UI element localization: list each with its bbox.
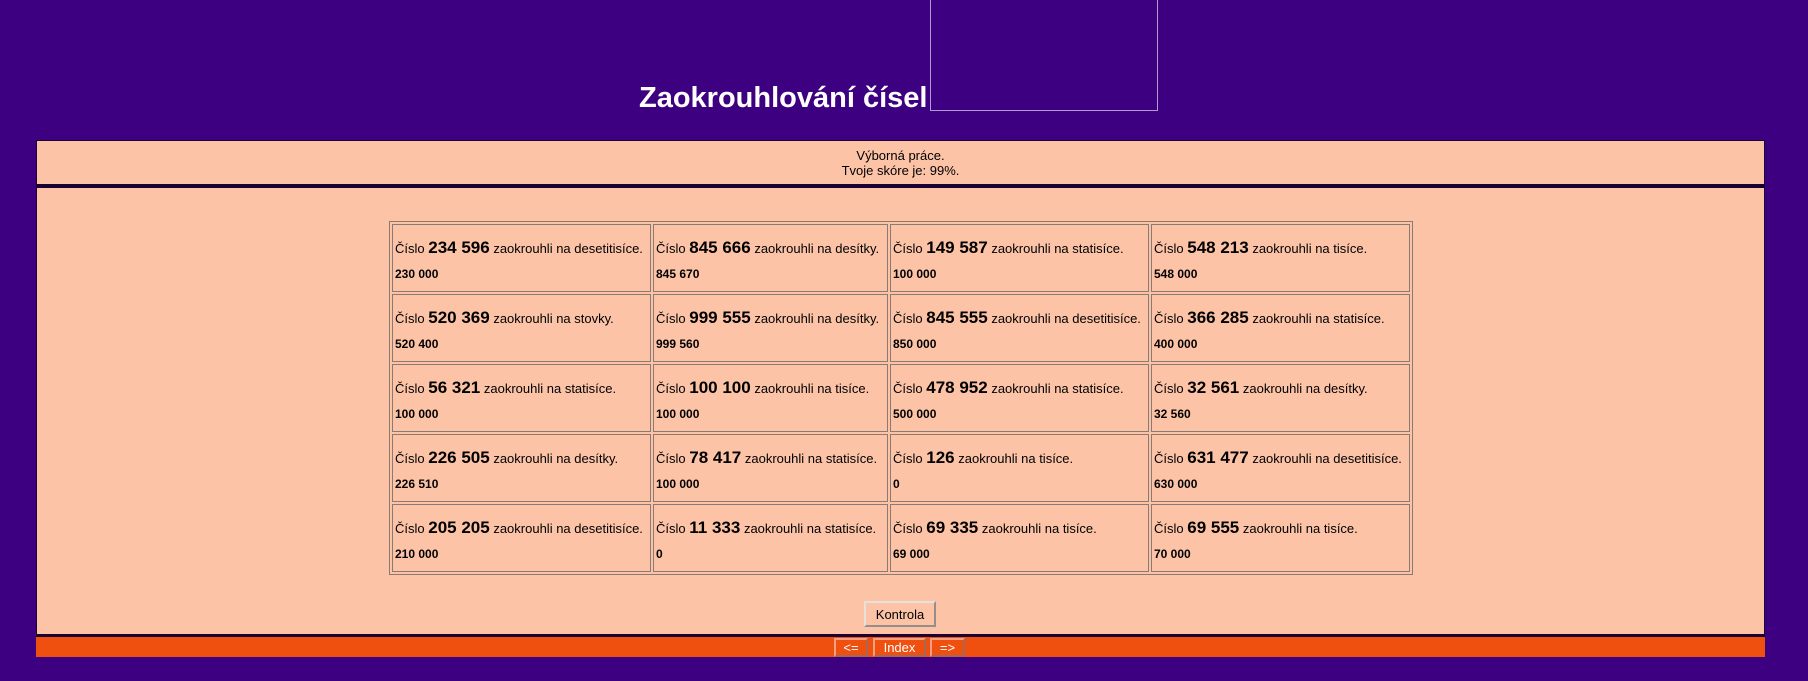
question: [1154, 448, 1407, 469]
answer-value: 230 000: [395, 267, 439, 281]
number-value: 78 417: [689, 448, 742, 467]
exercise-cell: [1151, 294, 1410, 362]
question: [1154, 378, 1407, 399]
answer-value: 32 560: [1154, 407, 1191, 421]
table-row: [392, 294, 1410, 362]
number-value: 631 477: [1187, 448, 1249, 467]
exercise-cell: [890, 364, 1149, 432]
instruction-text: zaokrouhli na statisíce.: [1252, 311, 1385, 326]
number-value: 548 213: [1187, 238, 1249, 257]
question: [656, 448, 885, 469]
number-value: 366 285: [1187, 308, 1249, 327]
instruction-text: zaokrouhli na tisíce.: [958, 451, 1074, 466]
instruction-text: zaokrouhli na tisíce.: [1242, 521, 1358, 536]
number-prefix: Číslo: [395, 311, 425, 326]
instruction-text: zaokrouhli na desetitisíce.: [1252, 451, 1402, 466]
number-value: 999 555: [689, 308, 751, 327]
number-prefix: Číslo: [656, 241, 686, 256]
answer-value: 100 000: [656, 477, 700, 491]
instruction-text: zaokrouhli na tisíce.: [754, 381, 870, 396]
question: [395, 308, 648, 329]
exercise-cell: [392, 504, 651, 572]
answer-value: 850 000: [893, 337, 937, 351]
feedback-panel: [36, 140, 1765, 185]
instruction-text: zaokrouhli na tisíce.: [981, 521, 1097, 536]
number-prefix: Číslo: [1154, 451, 1184, 466]
number-value: 32 561: [1187, 378, 1240, 397]
number-prefix: Číslo: [1154, 381, 1184, 396]
prev-button[interactable]: <=: [834, 638, 868, 657]
instruction-text: zaokrouhli na desítky.: [1242, 381, 1368, 396]
exercise-cell: [653, 294, 888, 362]
answer-value: 999 560: [656, 337, 700, 351]
number-prefix: Číslo: [656, 451, 686, 466]
exercise-cell: [653, 224, 888, 292]
number-prefix: Číslo: [656, 521, 686, 536]
instruction-text: zaokrouhli na tisíce.: [1252, 241, 1368, 256]
question: [656, 518, 885, 539]
question: [893, 378, 1146, 399]
instruction-text: zaokrouhli na desítky.: [493, 451, 619, 466]
page-title: Zaokrouhlování čísel: [639, 82, 928, 114]
question: [893, 518, 1146, 539]
exercise-cell: [1151, 504, 1410, 572]
instruction-text: zaokrouhli na desítky.: [754, 241, 880, 256]
number-prefix: Číslo: [1154, 241, 1184, 256]
answer-value: 520 400: [395, 337, 439, 351]
number-prefix: Číslo: [395, 521, 425, 536]
answer-value: 0: [893, 477, 900, 491]
instruction-text: zaokrouhli na statisíce.: [991, 381, 1124, 396]
number-prefix: Číslo: [893, 241, 923, 256]
number-value: 69 335: [926, 518, 979, 537]
exercise-cell: [890, 294, 1149, 362]
question: [1154, 238, 1407, 259]
answer-value: 100 000: [656, 407, 700, 421]
instruction-text: zaokrouhli na desetitisíce.: [493, 521, 643, 536]
question: [395, 238, 648, 259]
title-frame: [930, 0, 1158, 111]
exercise-cell: [890, 224, 1149, 292]
exercise-table: [389, 221, 1413, 575]
instruction-text: zaokrouhli na statisíce.: [743, 521, 877, 536]
number-value: 56 321: [428, 378, 481, 397]
number-prefix: Číslo: [395, 451, 425, 466]
answer-value: 100 000: [395, 407, 439, 421]
number-value: 478 952: [926, 378, 988, 397]
exercise-cell: [1151, 434, 1410, 502]
answer-value: 500 000: [893, 407, 937, 421]
number-prefix: Číslo: [893, 381, 923, 396]
exercise-cell: [653, 364, 888, 432]
question: [656, 238, 885, 259]
instruction-text: zaokrouhli na desítky.: [754, 311, 880, 326]
answer-value: 100 000: [893, 267, 937, 281]
exercise-cell: [890, 434, 1149, 502]
exercise-cell: [392, 364, 651, 432]
question: [893, 238, 1146, 259]
question: [656, 378, 885, 399]
next-button[interactable]: =>: [930, 638, 965, 657]
exercise-cell: [653, 434, 888, 502]
exercise-cell: [392, 434, 651, 502]
answer-value: 210 000: [395, 547, 439, 561]
number-value: 845 666: [689, 238, 751, 257]
answer-value: 70 000: [1154, 547, 1191, 561]
question: [893, 308, 1146, 329]
question: [395, 378, 648, 399]
number-value: 69 555: [1187, 518, 1240, 537]
number-value: 520 369: [428, 308, 490, 327]
number-prefix: Číslo: [893, 311, 923, 326]
table-row: [392, 224, 1410, 292]
number-prefix: Číslo: [893, 451, 923, 466]
number-value: 226 505: [428, 448, 490, 467]
exercise-cell: [392, 294, 651, 362]
exercise-panel: [36, 188, 1765, 634]
number-prefix: Číslo: [395, 381, 425, 396]
instruction-text: zaokrouhli na stovky.: [493, 311, 614, 326]
number-prefix: Číslo: [656, 311, 686, 326]
question: [656, 308, 885, 329]
number-value: 126: [926, 448, 955, 467]
number-prefix: Číslo: [395, 241, 425, 256]
number-prefix: Číslo: [893, 521, 923, 536]
answer-value: 226 510: [395, 477, 439, 491]
question: [395, 518, 648, 539]
instruction-text: zaokrouhli na desetitisíce.: [991, 311, 1141, 326]
question: [1154, 308, 1407, 329]
exercise-cell: [392, 224, 651, 292]
number-value: 234 596: [428, 238, 490, 257]
number-value: 205 205: [428, 518, 490, 537]
question: [1154, 518, 1407, 539]
question: [395, 448, 648, 469]
number-prefix: Číslo: [1154, 311, 1184, 326]
number-value: 100 100: [689, 378, 751, 397]
number-prefix: Číslo: [1154, 521, 1184, 536]
answer-value: 845 670: [656, 267, 700, 281]
table-row: [392, 434, 1410, 502]
exercise-cell: [1151, 364, 1410, 432]
number-value: 11 333: [689, 518, 741, 537]
exercise-cell: [890, 504, 1149, 572]
instruction-text: zaokrouhli na statisíce.: [991, 241, 1124, 256]
table-row: [392, 364, 1410, 432]
answer-value: 0: [656, 547, 663, 561]
check-button[interactable]: Kontrola: [864, 601, 936, 627]
score-text: Tvoje skóre je: 99%.: [841, 163, 960, 178]
feedback-message: Výborná práce.: [856, 148, 945, 163]
index-button[interactable]: Index: [873, 638, 926, 657]
answer-value: 69 000: [893, 547, 930, 561]
answer-value: 548 000: [1154, 267, 1198, 281]
answer-value: 630 000: [1154, 477, 1198, 491]
number-prefix: Číslo: [656, 381, 686, 396]
instruction-text: zaokrouhli na desetitisíce.: [493, 241, 643, 256]
exercise-cell: [653, 504, 888, 572]
answer-value: 400 000: [1154, 337, 1198, 351]
instruction-text: zaokrouhli na statisíce.: [744, 451, 878, 466]
instruction-text: zaokrouhli na statisíce.: [483, 381, 617, 396]
number-value: 845 555: [926, 308, 988, 327]
table-row: [392, 504, 1410, 572]
exercise-cell: [1151, 224, 1410, 292]
question: [893, 448, 1146, 469]
number-value: 149 587: [926, 238, 988, 257]
